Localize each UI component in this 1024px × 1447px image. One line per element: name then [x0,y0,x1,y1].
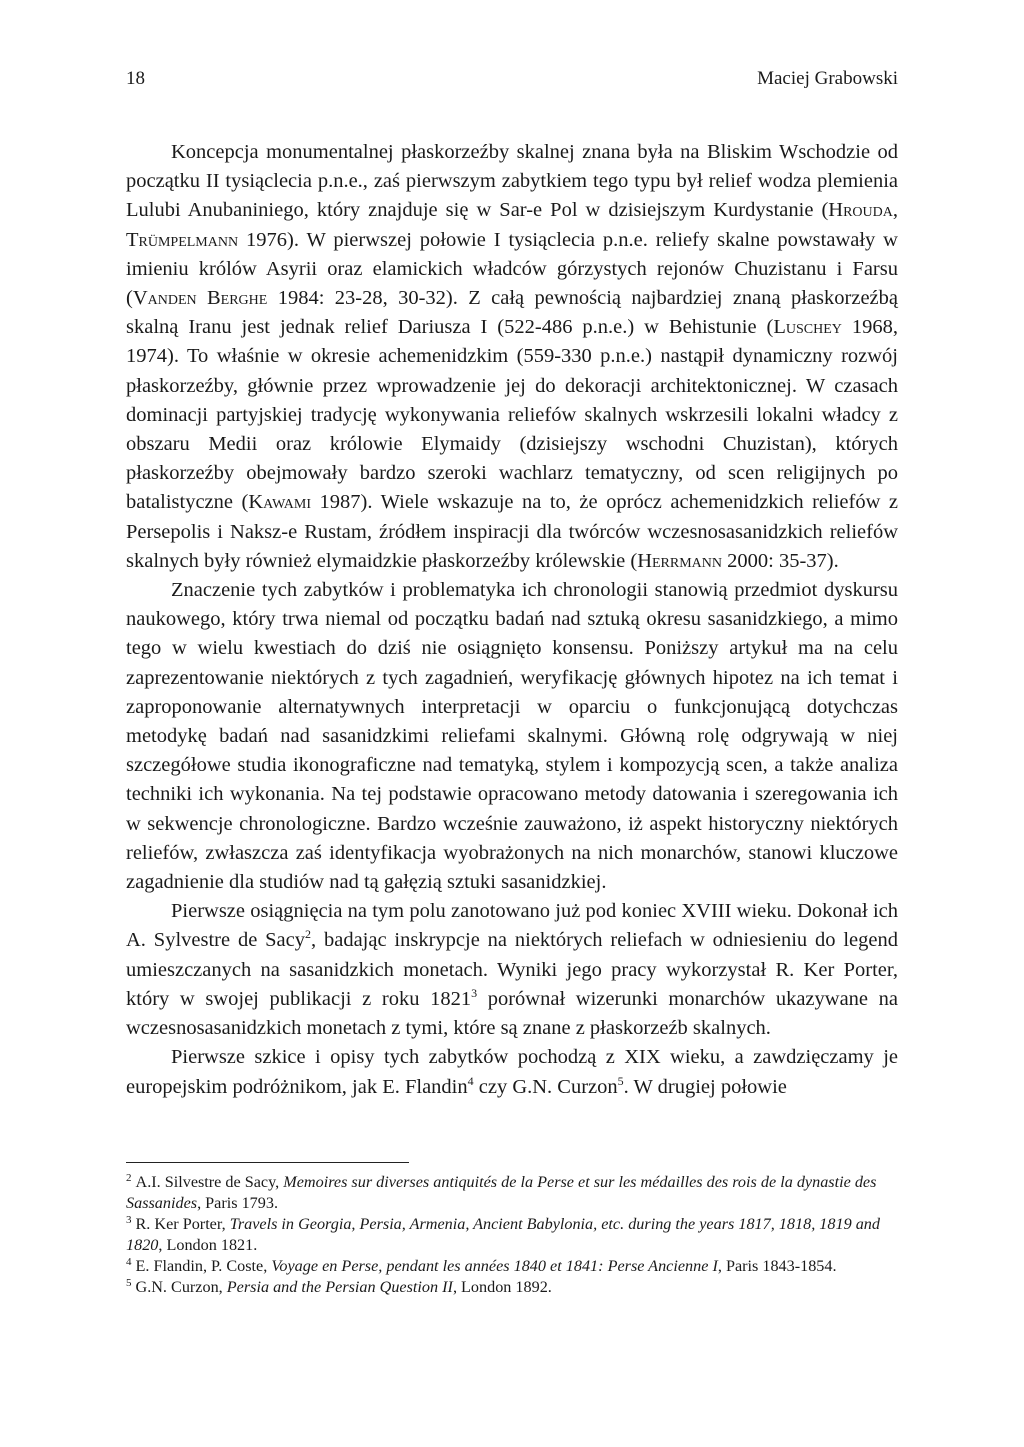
text-run: 1987). Wiele wskazuje na to, że oprócz achemenidzkich reliefów z Persepolis i Naksz-e Rustam, źródłem inspiracji dla twórców wczesnosasanidzkich reliefów skalnych były również elymaidzkie płaskorzeźby królewskie ( [126,491,898,572]
text-run: 2000: 35-37). [722,549,839,572]
paragraph-1 [126,138,898,576]
citation-author: Herrmann [637,549,723,572]
text-run: porównał wizerunki monarchów ukazywane na wczesnosasanidzkich monetach z tymi, które są znane z płaskorzeźb skalnych. [126,987,899,1040]
footnote [126,1172,898,1214]
paragraph-2: Znaczenie tych zabytków i problematyka ich chronologii stanowią przedmiot dyskursu naukowego, który trwa niemal od początku badań nad sztuką okresu sasanidzkiego, a mimo tego w wielu kwestiach do dziś nie osiągnięto konsensu. Poniższy artykuł ma na celu zaprezentowanie niektórych z tych zagadnień, weryfikację głównych hipotez na ich temat i zaproponowanie alternatywnych interpretacji w oparciu o funkcjonującą dotychczas metodykę badań nad sasanidzkimi reliefami skalnymi. Główną rolę odgrywają w niej szczegółowe studia ikonograficzne nad tematyką, stylem i kompozycją scen, a także analiza techniki ich wykonania. Na tej podstawie opracowano metody datowania i szeregowania ich w sekwencje chronologiczne. Bardzo wcześnie zauważono, iż aspekt historyczny niektórych reliefów, zwłaszcza zaś identyfikacja wyobrażonych na nich monarchów, stanowi kluczowe zagadnienie dla studiów nad tą gałęzią sztuki sasanidzkiej. [126,579,898,894]
text-run: Pierwsze osiągnięcia na tym polu zanotowano już pod koniec XVIII wieku. Dokonał ich A. Sylvestre de Sacy [126,900,898,952]
footnote-ref[interactable]: 5 [617,1073,624,1088]
footnote-number: 4 [126,1255,132,1268]
text-run: 1968, 1974). To właśnie w okresie achemenidzkim (559-330 p.n.e.) nastąpił dynamiczny rozwój płaskorzeźby, głównie przez wprowadzenie jej do dekoracji architektonicznej. W czasach dominacji partyjskiej tradycję wykonywania reliefów skalnych wskrzesili lokalni władcy z obszaru Medii oraz królowie Elymaidy (dzisiejszy wschodni Chuzistan), których płaskorzeźby obejmowały bardzo szeroki wachlarz tematyczny, od scen religijnych po batalistyczne ( [126,316,898,514]
footnote [126,1277,898,1298]
running-author: Maciej Grabowski [757,68,898,89]
text-run: , badając inskrypcje na niektórych reliefach w odniesieniu do legend umieszczanych na sasanidzkich monetach. Wyniki jego pracy wykorzystał R. Ker Porter, który w swojej publikacji z roku 1821 [126,929,898,1010]
footnote-text: A.I. Silvestre de Sacy, [135,1173,284,1191]
text-run: Koncepcja monumentalnej płaskorzeźby skalnej znana była na Bliskim Wschodzie od początku II tysiąclecia p.n.e., zaś pierwszym zabytkiem tego typu był relief wodza plemienia Lulubi Anubaniniego, który znajduje się w Sar-e Pol w dzisiejszym Kurdystanie ( [126,141,898,222]
footnote-text: , London 1821. [158,1236,258,1254]
text-run: czy G.N. Curzon [473,1075,618,1098]
footnote-title: Voyage en Perse, pendant les années 1840 et 1841: Perse Ancienne I [271,1257,718,1275]
page-header [126,68,898,90]
footnote-number: 2 [126,1171,132,1184]
footnote-number: 3 [126,1213,132,1226]
footnote [126,1256,898,1277]
footnote-separator [126,1162,409,1163]
footnote-title: Travels in Georgia, Persia, Armenia, Ancient Babylonia, etc. during the years 1817, 1818, 1819 and 1820 [126,1215,880,1254]
citation-author: Hrouda, Trümpelmann [126,199,898,251]
paragraph-3 [126,897,898,1043]
footnote-ref[interactable]: 4 [467,1073,474,1088]
text-run: Pierwsze szkice i opisy tych zabytków pochodzą z XIX wieku, a zawdzięczamy je europejskim podróżnikom, jak E. Flandin [126,1046,898,1098]
body-text [126,138,898,1102]
text-run: 1984: 23-28, 30-32). Z całą pewnością najbardziej znaną płaskorzeźbą skalną Iranu jest jednak relief Dariusza I (522-486 p.n.e.) w Behistunie ( [126,287,898,339]
footnote [126,1214,898,1256]
footnote-title: Persia and the Persian Question II [226,1278,453,1296]
footnote-text: , Paris 1843-1854. [717,1257,837,1275]
footnote-text: G.N. Curzon, [135,1278,227,1296]
footnote-text: E. Flandin, P. Coste, [135,1257,272,1275]
footnote-text: , Paris 1793. [197,1194,278,1212]
citation-author: Vanden Berghe [132,287,268,310]
footnote-title: Memoires sur diverses antiquités de la Perse et sur les médailles des rois de la dynastie des Sassanides [126,1173,877,1212]
footnote-text: R. Ker Porter, [135,1215,230,1233]
footnote-ref[interactable]: 3 [471,986,478,1001]
page-number: 18 [126,68,145,89]
footnote-number: 5 [126,1276,132,1289]
citation-author: Luschey [773,316,842,339]
footnotes [126,1172,898,1298]
footnote-ref[interactable]: 2 [305,927,311,942]
paragraph-4 [126,1043,898,1101]
text-run: 1976). W pierwszej połowie I tysiąclecia p.n.e. reliefy skalne powstawały w imieniu królów Asyrii oraz elamickich władców górzystych rejonów Chuzistanu i Farsu ( [126,228,898,310]
citation-author: Kawami [248,491,312,514]
text-run: . W drugiej połowie [623,1075,787,1098]
footnote-text: , London 1892. [452,1278,552,1296]
